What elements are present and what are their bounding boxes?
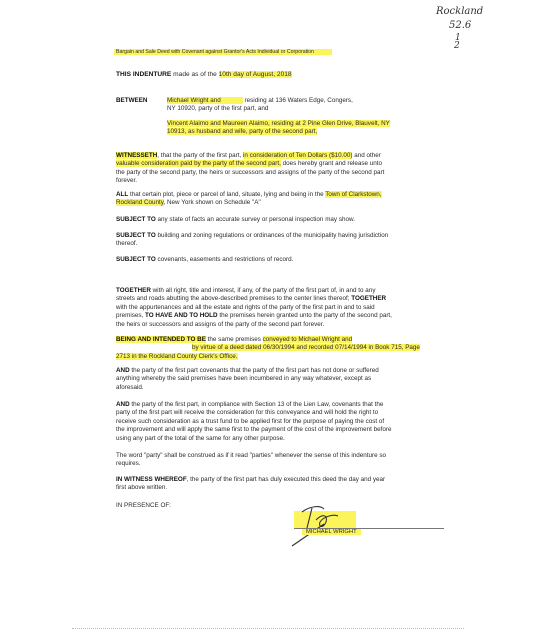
indenture-line [116,71,292,79]
together-line2a: streets and roads abutting the above-described premises to the center lines thereof; [116,295,352,303]
party2-line2 [167,128,317,136]
indenture-date: 10th day of August, 2018 [218,71,292,78]
handwritten-ref-line1: Rockland [436,6,484,17]
and2-line3: receive such consideration as a trust fund to be applied first for the purpose of paying the cost of [116,417,385,425]
together-label3: TO HAVE AND TO HOLD [145,312,218,320]
all-text2: , New York shown on Schedule "A" [163,199,261,207]
deed-title [114,49,332,56]
handwritten-ref-line2: 52.6 [449,20,472,31]
and1-label: AND [116,367,130,374]
together-line4b: the premises herein granted unto the party of the second part, [217,312,392,320]
in-presence-label: IN PRESENCE OF: [116,502,171,509]
being-line1a: the same premises [205,336,263,343]
being-line1b: conveyed to Michael Wright and [262,336,353,343]
and2-line5: using any part of the total of the same for any other purpose. [116,434,285,442]
and2-label: AND [116,401,130,408]
in-witness-line2: first above written. [116,484,168,492]
and1-line3: aforesaid. [116,383,144,391]
witnesseth-line3: the party of the second party, the heirs or successors and assigns of the party of the second part [116,168,385,176]
and2-line1: the party of the first part, in compliance with Section 13 of the Lien Law, covenants that the [129,401,384,408]
together-line5: the heirs or successors and assigns of the party of the second part forever. [116,320,325,328]
and1-para [116,367,434,392]
witnesseth-line2b: does hereby grant and release unto [280,160,383,168]
witnesseth-label: WITNESSETH [116,152,158,159]
and2-line4: the improvement and will apply the same first to the payment of the cost of the improvement before [116,426,392,434]
in-witness-line1: , the party of the first part has duly executed this deed the day and year [186,476,386,483]
being-line3: 2713 in the Rockland County Clerk's Office. [116,352,238,360]
party2-line2-text: 10913, as husband and wife, party of the second part, [167,128,318,135]
word-party-line2: requires. [116,460,141,468]
together-label1: TOGETHER [116,287,151,294]
in-witness-para [116,476,434,493]
and1-line1: the party of the first part covenants that the party of the first part has not done or suffered [129,367,379,374]
indenture-text: made as of the [171,71,219,78]
and2-para [116,401,434,443]
witnesseth-part1: , that the party of the first part, [157,152,244,159]
witnesseth-line2a: valuable consideration paid by the party of the second part, [116,160,281,168]
witnesseth-consideration: in consideration of Ten Dollars ($10.00) [243,152,353,159]
subject3-label: SUBJECT TO [116,256,156,263]
subject2-para [116,232,434,249]
party1-line2-text: NY 10920, party of the first part, and [167,105,269,112]
and2-line2: party of the first part will receive the consideration for this conveyance and will hold the right to [116,409,379,417]
subject3-text: covenants, easements and restrictions of record. [155,256,294,263]
witnesseth-para [116,152,434,186]
party1-line2 [167,105,268,113]
subject3-para [116,256,293,264]
party2-line1-text: Vincent Alaimo and Maureen Alaimo, residing at 2 Pine Glen Drive, Blauvelt, NY [167,120,390,127]
deed-title-text: Bargain and Sale Deed with Covenant against Grantor's Acts Individual or Corporation [114,49,332,55]
handwritten-ref-line4: 2 [454,41,460,51]
subject1-text: any state of facts an accurate survey or personal inspection may show. [155,216,355,223]
party1-address: residing at 136 Waters Edge, Congers, [244,97,353,104]
subject2-line1: building and zoning regulations or ordinances of the municipality having jurisdiction [155,232,389,239]
together-line3: with the appurtenances and all the estate and rights of the party of the first part in and to said [116,303,375,311]
all-para [116,191,434,208]
footer-rule [72,628,464,629]
subject2-label: SUBJECT TO [116,232,156,239]
witnesseth-part3: and other [352,152,381,159]
between-label: BETWEEN [116,97,148,104]
indenture-label: THIS INDENTURE [116,71,172,78]
signer-name [302,528,361,536]
in-witness-label: IN WITNESS WHEREOF [116,476,187,483]
together-para [116,287,434,329]
subject2-line2: thereof. [116,240,138,248]
being-line2: by virtue of a deed dated 06/30/1994 and recorded 07/14/1994 in Book 715, Page [192,344,420,352]
handwritten-ref-line3: 1 [455,33,461,43]
subject1-para [116,216,355,224]
signer-name-text: MICHAEL WRIGHT [302,529,361,535]
together-line4a: premises, [116,312,146,320]
word-party-line1: The word "party" shall be construed as if it read "parties" whenever the sense of this indenture so [116,452,387,459]
word-party-para [116,452,434,469]
all-label: ALL [116,191,129,198]
being-para [116,336,434,361]
all-town: Town of Clarkstown, [325,191,382,198]
being-label: BEING AND INTENDED TO BE [116,336,206,343]
together-line1: with all right, title and interest, if any, of the party of the first part of, in and to any [150,287,376,294]
together-label2: TOGETHER [351,295,387,303]
signature-mark [284,500,394,550]
all-county: Rockland County [116,199,164,207]
subject1-label: SUBJECT TO [116,216,156,223]
party1-name: Michael Wright and [167,97,243,104]
and1-line2: anything whereby the said premises have been incumbered in any way whatever, except as [116,375,372,383]
all-text1: that certain plot, piece or parcel of land, situate, lying and being in the [128,191,326,198]
witnesseth-line4: forever. [116,177,137,185]
